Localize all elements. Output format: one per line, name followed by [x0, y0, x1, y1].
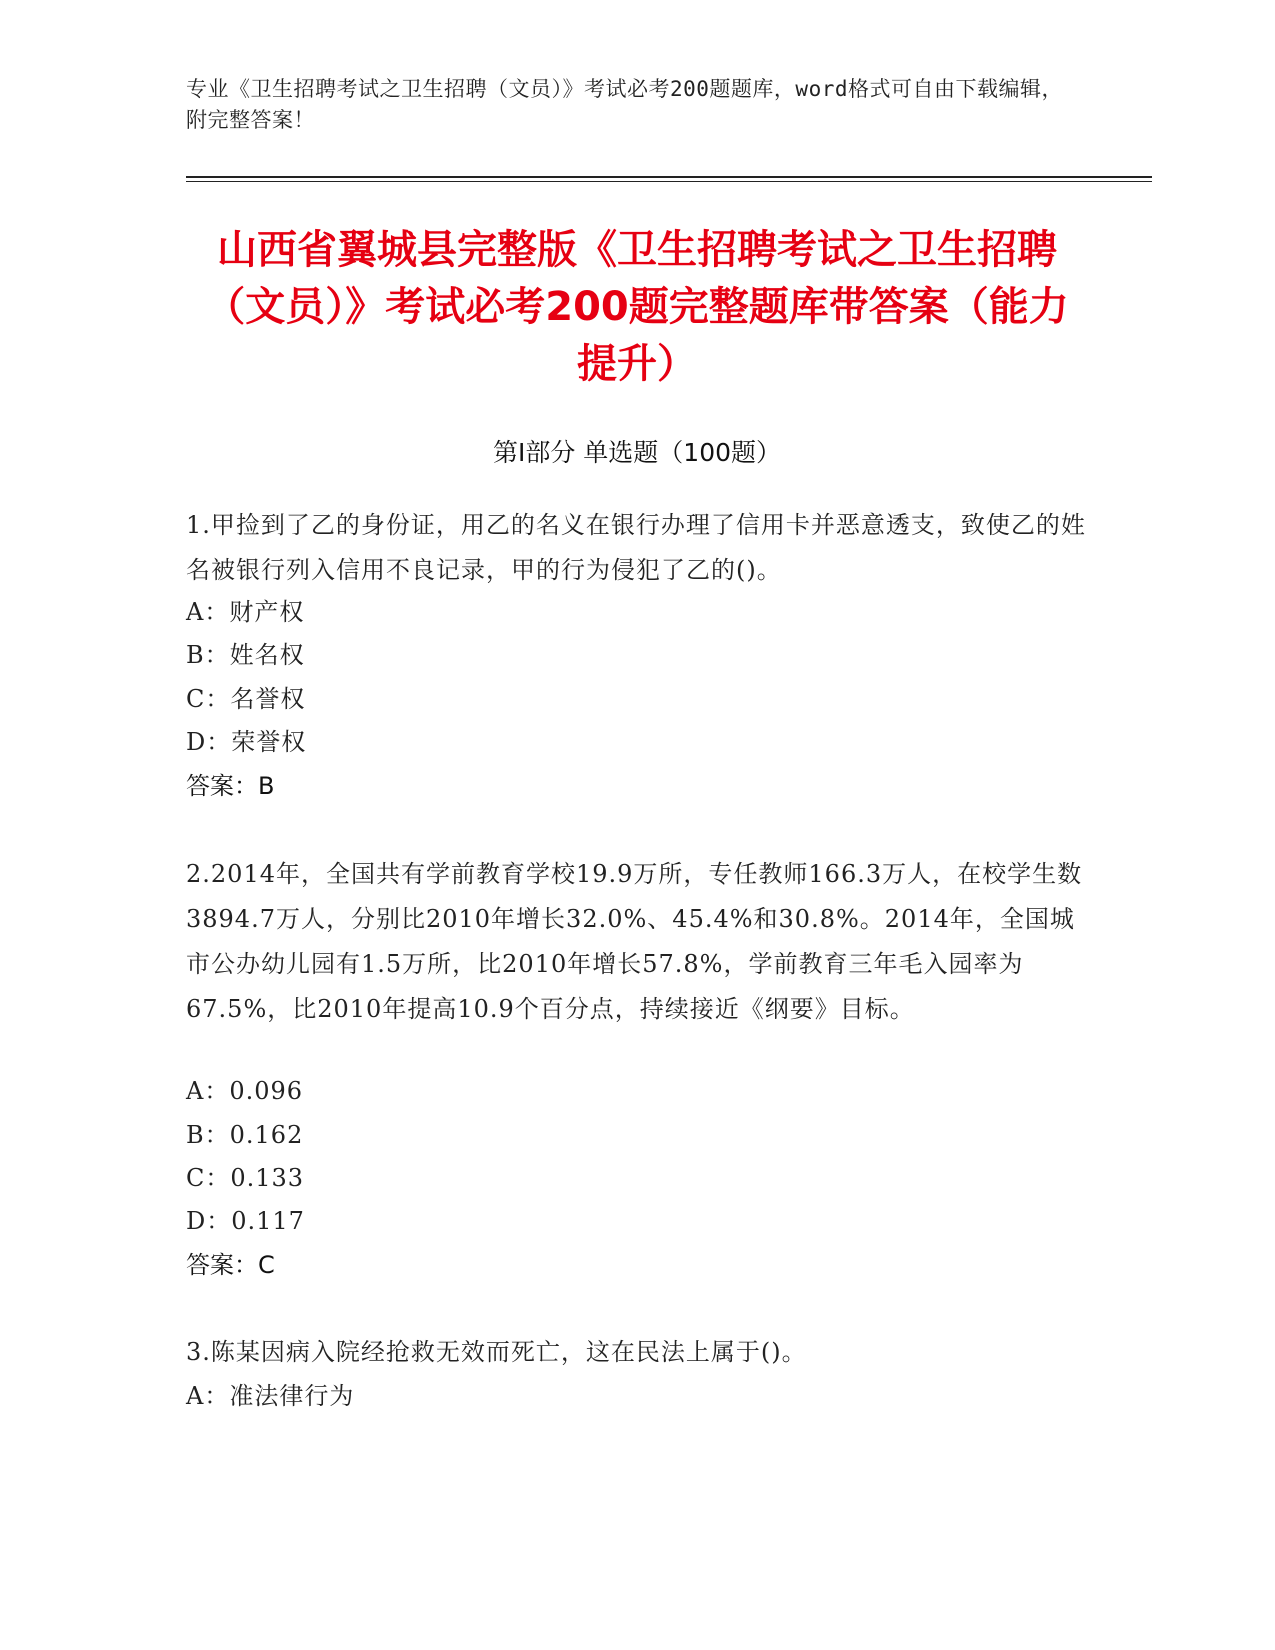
- question-option: C：0.133: [186, 1164, 305, 1192]
- question-option: A：财产权: [186, 598, 305, 626]
- document-title: 山西省翼城县完整版《卫生招聘考试之卫生招聘（文员）》考试必考200题完整题库带答案（能力提升）: [205, 227, 1069, 387]
- question-option: B：姓名权: [186, 641, 305, 669]
- question-stem: 3.陈某因病入院经抢救无效而死亡，这在民法上属于()。: [186, 1338, 807, 1366]
- question-option: A：准法律行为: [186, 1382, 355, 1410]
- header-note: 专业《卫生招聘考试之卫生招聘（文员）》考试必考200题题库，word格式可自由下载编辑，附完整答案！: [186, 77, 1063, 132]
- question-stem: 2.2014年，全国共有学前教育学校19.9万所，专任教师166.3万人，在校学生数3894.7万人，分别比2010年增长32.0%、45.4%和30.8%。2014年，全国城市公办幼儿园有1.5万所，比2010年增长57.8%，学前教育三年毛入园率为67.5%，比2010年提高10.9个百分点，持续接近《纲要》目标。: [186, 860, 1083, 1023]
- question-option: D：0.117: [186, 1207, 305, 1235]
- section-heading: 第I部分 单选题（100题）: [492, 438, 782, 467]
- header-divider: [186, 176, 1152, 178]
- question-option: D：荣誉权: [186, 728, 307, 756]
- question-option: C：名誉权: [186, 685, 306, 713]
- question-option: B：0.162: [186, 1121, 304, 1149]
- question-answer: 答案：B: [186, 772, 275, 800]
- question-option: A：0.096: [186, 1077, 304, 1105]
- question-answer: 答案：C: [186, 1251, 275, 1279]
- header-divider-thin: [186, 181, 1152, 182]
- question-stem: 1.甲捡到了乙的身份证，用乙的名义在银行办理了信用卡并恶意透支，致使乙的姓名被银行列入信用不良记录，甲的行为侵犯了乙的()。: [186, 511, 1086, 584]
